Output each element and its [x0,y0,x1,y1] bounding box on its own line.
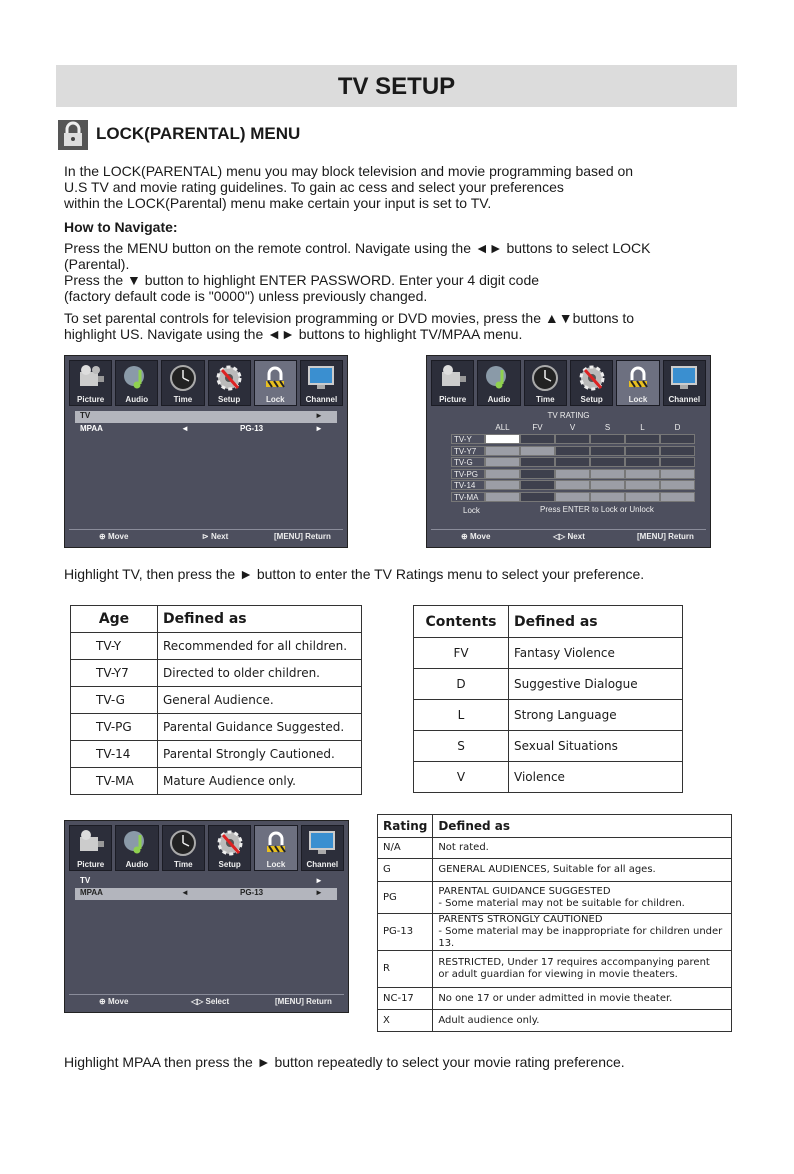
move-hint: ⊕ Move [461,532,491,541]
definition-cell: Not rated. [433,838,732,859]
clock-icon [168,829,198,857]
arrow-right-icon: ► [315,424,323,433]
definition-cell: PARENTAL GUIDANCE SUGGESTED - Some material may not be suitable for children. [433,882,732,914]
definition-cell: Violence [509,762,683,793]
rating-lock-cell[interactable] [660,469,695,479]
menu-icon-audio[interactable]: Audio [115,825,158,871]
rating-lock-cell[interactable] [590,469,625,479]
age-cell: TV-MA [71,768,158,795]
table-row [414,638,683,669]
music-note-icon [484,364,514,392]
rating-lock-cell[interactable] [590,446,625,456]
definition-cell: Mature Audience only. [158,768,362,795]
table-row [414,700,683,731]
lock-hint: Press ENTER to Lock or Unlock [540,505,654,514]
rating-lock-cell[interactable] [625,457,660,467]
definition-cell: General Audience. [158,687,362,714]
menu-icon-lock[interactable]: Lock [616,360,659,406]
definition-cell: Recommended for all children. [158,633,362,660]
screen-footer [69,994,344,1008]
definition-cell: Parental Guidance Suggested. [158,714,362,741]
rating-lock-cell[interactable] [520,469,555,479]
rating-cell: N/A [378,838,433,859]
rating-lock-cell[interactable] [555,480,590,490]
contents-cell: D [414,669,509,700]
contents-table [413,605,683,793]
menu-icon-setup[interactable]: Setup [570,360,613,406]
rating-column-header: V [569,423,576,432]
rating-row-label: TV-MA [451,492,485,502]
us-line-2: highlight US. Navigate using the ◄► buttons to highlight TV/MPAA menu. [64,326,523,342]
rating-column-header: FV [532,423,543,432]
table-row [71,768,362,795]
rating-cell: G [378,859,433,882]
table-header: Rating Defined as [378,815,732,838]
table-row [414,762,683,793]
camera-icon [438,364,468,392]
age-cell: TV-Y7 [71,660,158,687]
rating-lock-cell[interactable] [660,446,695,456]
contents-cell: FV [414,638,509,669]
page-title: TV SETUP [56,65,737,107]
definition-cell: No one 17 or under admitted in movie theater. [433,988,732,1010]
rating-row-label: TV-G [451,457,485,467]
rating-lock-cell[interactable] [555,469,590,479]
table-row [378,988,732,1010]
move-hint: ⊕ Move [99,532,129,541]
arrow-right-icon: ► [315,888,323,897]
lock-icon [623,364,653,392]
menu-icon-bar [431,360,706,406]
menu-icon-setup[interactable]: Setup [208,825,251,871]
rating-lock-cell[interactable] [625,492,660,502]
rating-lock-cell[interactable] [520,480,555,490]
nav-line-2: (Parental). [64,256,130,272]
return-hint: [MENU] Return [637,532,694,541]
menu-icon-bar [69,360,343,406]
age-table [70,605,362,795]
table-row [414,731,683,762]
mpaa-value: PG-13 [240,888,264,897]
us-line-1: To set parental controls for television programming or DVD movies, press the ▲▼buttons to [64,310,635,326]
definition-cell: Directed to older children. [158,660,362,687]
lock-label: Lock [463,506,480,515]
definition-cell: Sexual Situations [509,731,683,762]
tv-rating-title: TV RATING [547,411,590,420]
gear-icon [214,364,244,392]
rating-lock-cell[interactable] [485,492,520,502]
lock-icon [261,829,291,857]
nav-line-4: (factory default code is "0000") unless previously changed. [64,288,428,304]
arrow-left-icon: ◄ [181,888,189,897]
intro-line-2: U.S TV and movie rating guidelines. To gain ac cess and select your preferences [64,179,564,195]
rating-cell: X [378,1010,433,1032]
definition-cell: PARENTS STRONGLY CAUTIONED - Some material may be inappropriate for children under 13. [433,914,732,951]
table-row [71,687,362,714]
rating-lock-cell[interactable] [520,434,555,444]
gear-icon [215,829,245,857]
section-title: LOCK(PARENTAL) MENU [96,124,301,143]
age-cell: TV-14 [71,741,158,768]
rating-lock-cell[interactable] [555,492,590,502]
mpaa-menu-screen [64,820,349,1013]
rating-column-header: D [674,423,681,432]
mpaa-rating-table [377,814,732,1032]
rating-lock-cell[interactable] [555,434,590,444]
rating-row-label: TV-Y7 [451,446,485,456]
rating-row-label: TV-Y [451,434,485,444]
tv-rating-screen [426,355,711,548]
rating-lock-cell[interactable] [485,446,520,456]
menu-row-tv[interactable]: TV ► [75,411,337,423]
rating-cell: NC-17 [378,988,433,1010]
how-to-heading: How to Navigate: [64,219,178,235]
menu-icon-picture[interactable]: Picture [69,360,112,406]
menu-icon-channel[interactable]: Channel [300,360,343,406]
rating-cell: R [378,951,433,988]
rating-lock-cell[interactable] [660,434,695,444]
gear-icon [577,364,607,392]
age-cell: TV-G [71,687,158,714]
menu-icon-picture[interactable]: Picture [69,825,112,871]
menu-icon-time[interactable]: Time [524,360,567,406]
menu-icon-lock[interactable]: Lock [254,360,297,406]
rating-lock-cell[interactable] [520,492,555,502]
return-hint: [MENU] Return [274,532,331,541]
rating-lock-cell[interactable] [660,457,695,467]
rating-lock-cell[interactable] [625,446,660,456]
lock-menu-screen [64,355,348,548]
rating-lock-cell[interactable] [520,457,555,467]
definition-cell: Fantasy Violence [509,638,683,669]
rating-column-header: S [604,423,611,432]
nav-line-3: Press the ▼ button to highlight ENTER PASSWORD. Enter your 4 digit code [64,272,540,288]
rating-lock-cell[interactable] [660,480,695,490]
menu-row-mpaa[interactable]: MPAA ◄ PG-13 ► [75,888,337,900]
menu-row-mpaa[interactable]: MPAA ◄ PG-13 ► [80,424,323,433]
arrow-left-icon: ◄ [181,424,189,433]
menu-icon-time[interactable]: Time [161,360,204,406]
menu-row-tv[interactable]: TV ► [80,876,323,885]
menu-icon-channel[interactable]: Channel [663,360,706,406]
table-row [378,882,732,914]
table-row [71,633,362,660]
rating-lock-cell[interactable] [520,446,555,456]
return-hint: [MENU] Return [275,997,332,1006]
caption-mpaa: Highlight MPAA then press the ► button repeatedly to select your movie rating preference. [64,1054,625,1070]
table-row [378,951,732,988]
age-cell: TV-Y [71,633,158,660]
definition-cell: Parental Strongly Cautioned. [158,741,362,768]
move-hint: ⊕ Move [99,997,129,1006]
caption-tv: Highlight TV, then press the ► button to enter the TV Ratings menu to select your preference. [64,566,645,582]
screen-footer [69,529,343,543]
rating-lock-cell[interactable] [485,457,520,467]
arrow-right-icon: ► [315,411,323,420]
rating-row-label: TV-14 [451,480,485,490]
rating-lock-cell[interactable] [555,446,590,456]
table-header: Contents Defined as [414,606,683,638]
tv-rating-grid [451,423,697,503]
camera-icon [76,829,106,857]
rating-column-header: ALL [495,423,510,432]
rating-lock-cell[interactable] [485,469,520,479]
rating-lock-cell[interactable] [590,480,625,490]
rating-column-header: L [640,423,645,432]
table-row [71,714,362,741]
menu-icon-audio[interactable]: Audio [477,360,520,406]
definition-cell: GENERAL AUDIENCES, Suitable for all ages. [433,859,732,882]
rating-lock-cell[interactable] [485,480,520,490]
table-row [71,660,362,687]
nav-line-1: Press the MENU button on the remote control. Navigate using the ◄► buttons to select LOCK [64,240,651,256]
menu-icon-audio[interactable]: Audio [115,360,158,406]
clock-icon [168,364,198,392]
rating-cell: PG-13 [378,914,433,951]
contents-cell: L [414,700,509,731]
rating-lock-cell[interactable] [555,457,590,467]
camera-icon [76,364,106,392]
next-hint: ◁▷ Next [553,532,585,541]
rating-lock-cell[interactable] [625,480,660,490]
rating-lock-cell[interactable] [625,469,660,479]
music-note-icon [122,364,152,392]
menu-icon-channel[interactable]: Channel [301,825,344,871]
rating-lock-cell[interactable] [485,434,520,444]
intro-line-1: In the LOCK(PARENTAL) menu you may block television and movie programming based on [64,163,634,179]
rating-lock-cell[interactable] [625,434,660,444]
menu-icon-picture[interactable]: Picture [431,360,474,406]
definition-cell: Adult audience only. [433,1010,732,1032]
select-hint: ◁▷ Select [191,997,230,1006]
rating-lock-cell[interactable] [590,492,625,502]
screen-footer [431,529,706,543]
table-row [378,1010,732,1032]
menu-icon-time[interactable]: Time [162,825,205,871]
table-header: Age Defined as [71,606,362,633]
intro-line-3: within the LOCK(Parental) menu make certain your input is set to TV. [64,195,492,211]
definition-cell: RESTRICTED, Under 17 requires accompanying parent or adult guardian for viewing in movie theaters. [433,951,732,988]
music-note-icon [122,829,152,857]
rating-lock-cell[interactable] [590,457,625,467]
menu-icon-setup[interactable]: Setup [208,360,251,406]
table-row [378,838,732,859]
table-row [71,741,362,768]
monitor-icon [307,829,337,857]
rating-cell: PG [378,882,433,914]
next-hint: ⊳ Next [202,532,229,541]
table-row [378,914,732,951]
table-row [414,669,683,700]
lock-icon [260,364,290,392]
contents-cell: V [414,762,509,793]
contents-cell: S [414,731,509,762]
monitor-icon [306,364,336,392]
monitor-icon [669,364,699,392]
rating-row-label: TV-PG [451,469,485,479]
age-cell: TV-PG [71,714,158,741]
mpaa-value: PG-13 [240,424,264,433]
clock-icon [530,364,560,392]
table-row [378,859,732,882]
rating-lock-cell[interactable] [590,434,625,444]
definition-cell: Suggestive Dialogue [509,669,683,700]
rating-lock-cell[interactable] [660,492,695,502]
menu-icon-lock[interactable]: Lock [254,825,297,871]
padlock-icon [58,120,88,150]
definition-cell: Strong Language [509,700,683,731]
arrow-right-icon: ► [315,876,323,885]
menu-icon-bar [69,825,344,871]
